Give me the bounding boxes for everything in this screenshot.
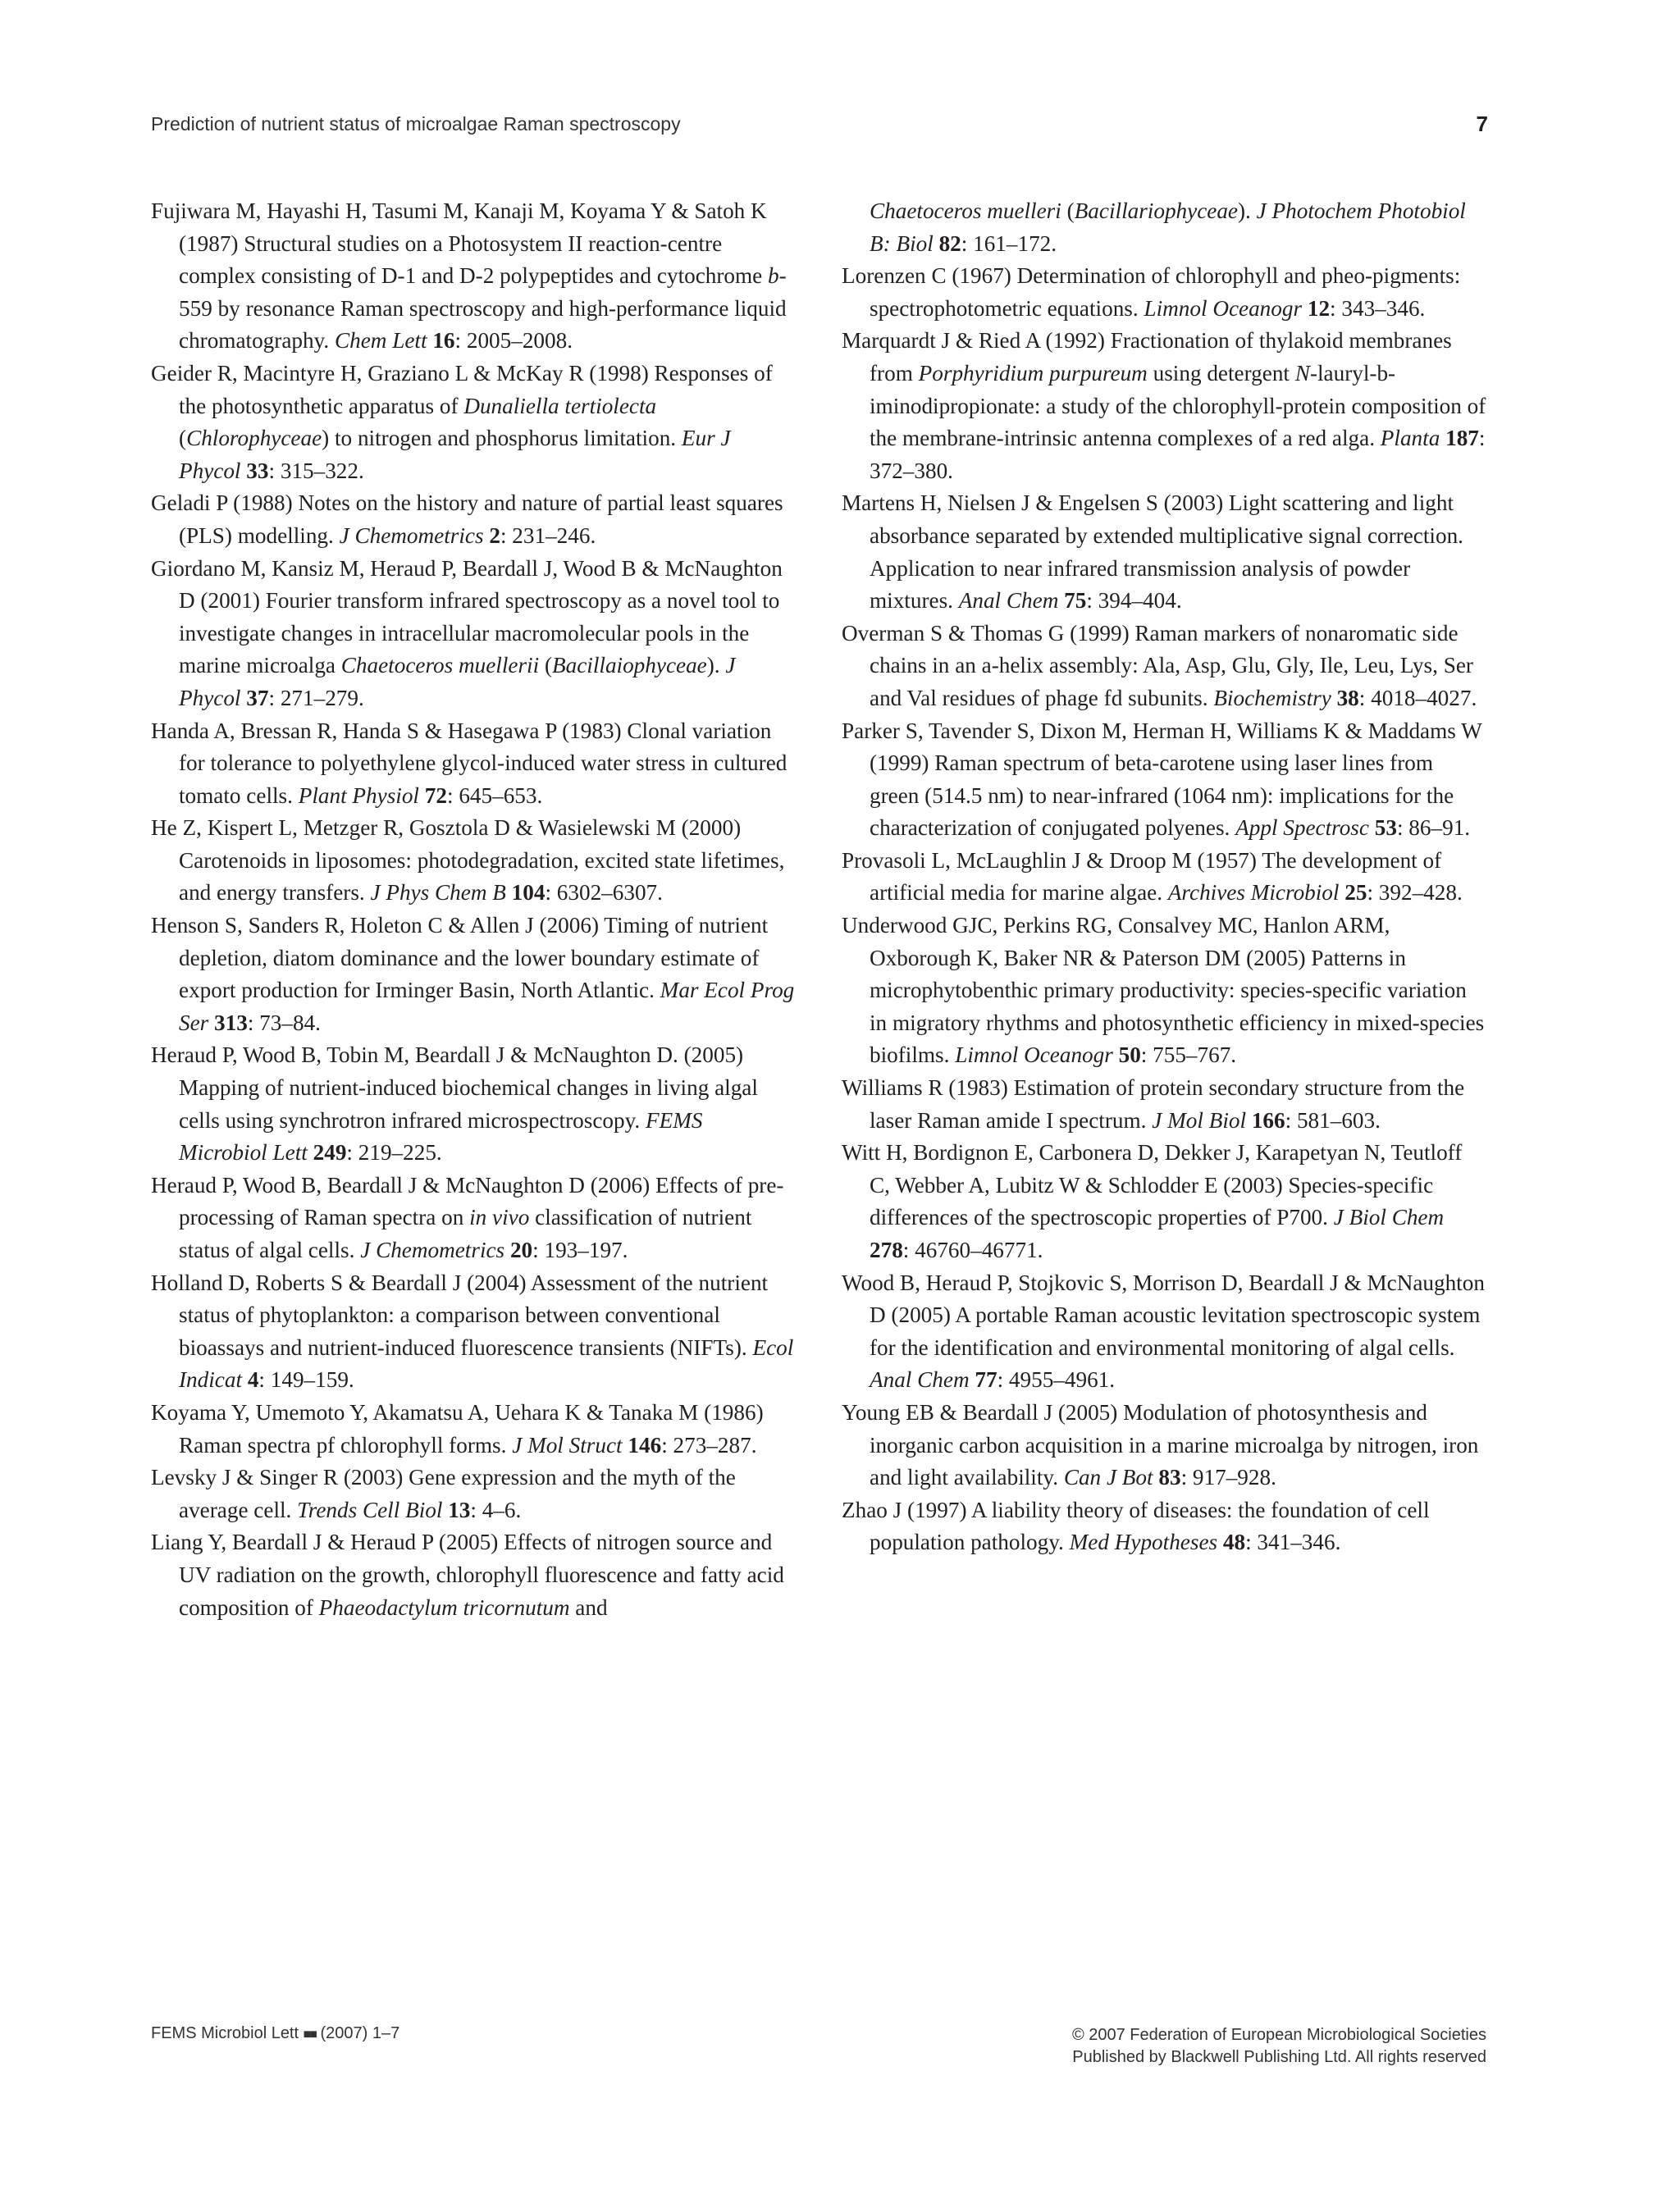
- volume-placeholder-mark: ■■: [303, 2028, 316, 2041]
- reference-item: Provasoli L, McLaughlin J & Droop M (1957) The development of artificial media for marine algae. Archives Microbiol 25: 392–428.: [842, 847, 1463, 906]
- reference-item: Geider R, Macintyre H, Graziano L & McKay R (1998) Responses of the photosynthetic apparatus of Dunaliella tertiolecta (Chlorophyceae) to nitrogen and phosphorus limitation. Eur J Phycol 33: 315–322.: [151, 360, 773, 483]
- reference-item: Heraud P, Wood B, Beardall J & McNaughton D (2006) Effects of pre-processing of Raman spectra on in vivo classification of nutrient status of algal cells. J Chemometrics 20: 193–197.: [151, 1172, 784, 1262]
- reference-item: Liang Y, Beardall J & Heraud P (2005) Effects of nitrogen source and UV radiation on the growth, chlorophyll fluorescence and fatty acid composition of Phaeodactylum tricornutum and: [151, 1530, 784, 1620]
- reference-item: Underwood GJC, Perkins RG, Consalvey MC, Hanlon ARM, Oxborough K, Baker NR & Paterson DM (2005) Patterns in microphytobenthic primary productivity: species-specific variation in migratory rhythms and photosynthetic efficiency in mixed-species biofilms. Limnol Oceanogr 50: 755–767.: [842, 913, 1485, 1068]
- copyright-line: © 2007 Federation of European Microbiological Societies: [1071, 2026, 1486, 2044]
- reference-item: Heraud P, Wood B, Tobin M, Beardall J & McNaughton D. (2005) Mapping of nutrient-induced biochemical changes in living algal cells using synchrotron infrared microspectroscopy. FEMS Microbiol Lett 249: 219–225.: [151, 1042, 758, 1166]
- reference-item: He Z, Kispert L, Metzger R, Gosztola D & Wasielewski M (2000) Carotenoids in liposomes: photodegradation, excited state lifetimes, and energy transfers. J Phys Chem B 104: 6302–6307.: [151, 815, 785, 906]
- reference-item: Levsky J & Singer R (2003) Gene expression and the myth of the average cell. Trends Cell Biol 13: 4–6.: [151, 1465, 736, 1522]
- reference-item: Marquardt J & Ried A (1992) Fractionation of thylakoid membranes from Porphyridium purpureum using detergent N-lauryl-b-iminodipropionate: a study of the chlorophyll-protein composition of the membrane-intrinsic antenna complexes of a red alga. Planta 187: 372–380.: [842, 328, 1486, 483]
- reference-item-continued: Chaetoceros muelleri (Bacillariophyceae). J Photochem Photobiol B: Biol 82: 161–172.: [870, 198, 1466, 256]
- publisher-line: Published by Blackwell Publishing Ltd. All rights reserved: [1072, 2048, 1486, 2066]
- reference-item: Wood B, Heraud P, Stojkovic S, Morrison D, Beardall J & McNaughton D (2005) A portable Raman acoustic levitation spectroscopic system for the identification and environmental monitoring of algal cells. Anal Chem 77: 4955–4961.: [842, 1270, 1485, 1393]
- reference-item: Parker S, Tavender S, Dixon M, Herman H, Williams K & Maddams W (1999) Raman spectrum of beta-carotene using laser lines from green (514.5 nm) to near-infrared (1064 nm): implications for the characterization of conjugated polyenes. Appl Spectrosc 53: 86–91.: [842, 718, 1482, 841]
- references-right-column: [842, 195, 1486, 1559]
- reference-item: Holland D, Roberts S & Beardall J (2004) Assessment of the nutrient status of phytoplankton: a comparison between conventional bioassays and nutrient-induced fluorescence transients (NIFTs). Ecol Indicat 4: 149–159.: [151, 1270, 794, 1393]
- reference-item: Overman S & Thomas G (1999) Raman markers of nonaromatic side chains in an a-helix assembly: Ala, Asp, Glu, Gly, Ile, Leu, Lys, Ser and Val residues of phage fd subunits. Biochemistry 38: 4018–4027.: [842, 620, 1477, 710]
- reference-item: Lorenzen C (1967) Determination of chlorophyll and pheo-pigments: spectrophotometric equations. Limnol Oceanogr 12: 343–346.: [842, 263, 1461, 321]
- reference-item: Giordano M, Kansiz M, Heraud P, Beardall J, Wood B & McNaughton D (2001) Fourier transform infrared spectroscopy as a novel tool to investigate changes in intracellular macromolecular pools in the marine microalga Chaetoceros muellerii (Bacillaiophyceae). J Phycol 37: 271–279.: [151, 555, 783, 710]
- reference-item: Henson S, Sanders R, Holeton C & Allen J (2006) Timing of nutrient depletion, diatom dominance and the lower boundary estimate of export production for Irminger Basin, North Atlantic. Mar Ecol Prog Ser 313: 73–84.: [151, 913, 795, 1035]
- page-number: 7: [1476, 112, 1488, 136]
- reference-item: Koyama Y, Umemoto Y, Akamatsu A, Uehara K & Tanaka M (1986) Raman spectra pf chlorophyll forms. J Mol Struct 146: 273–287.: [151, 1399, 764, 1458]
- references-left-column: [151, 195, 796, 1624]
- running-header: [151, 113, 1488, 135]
- footer-citation: FEMS Microbiol Lett ■■ (2007) 1–7: [151, 2024, 400, 2042]
- reference-item: Zhao J (1997) A liability theory of diseases: the foundation of cell population pathology. Med Hypotheses 48: 341–346.: [842, 1497, 1430, 1555]
- reference-item: Williams R (1983) Estimation of protein secondary structure from the laser Raman amide I spectrum. J Mol Biol 166: 581–603.: [842, 1075, 1465, 1133]
- reference-item: Young EB & Beardall J (2005) Modulation of photosynthesis and inorganic carbon acquisition in a marine microalga by nitrogen, iron and light availability. Can J Bot 83: 917–928.: [842, 1399, 1479, 1490]
- reference-item: Witt H, Bordignon E, Carbonera D, Dekker J, Karapetyan N, Teutloff C, Webber A, Lubitz W & Schlodder E (2003) Species-specific differences of the spectroscopic properties of P700. J Biol Chem 278: 46760–46771.: [842, 1140, 1463, 1262]
- reference-item: Geladi P (1988) Notes on the history and nature of partial least squares (PLS) modelling. J Chemometrics 2: 231–246.: [151, 490, 783, 548]
- reference-item: Martens H, Nielsen J & Engelsen S (2003) Light scattering and light absorbance separated by extended multiplicative signal correction. Application to near infrared transmission analysis of powder mixtures. Anal Chem 75: 394–404.: [842, 490, 1463, 614]
- reference-item: Fujiwara M, Hayashi H, Tasumi M, Kanaji M, Koyama Y & Satoh K (1987) Structural studies on a Photosystem II reaction-centre complex consisting of D-1 and D-2 polypeptides and cytochrome b-559 by resonance Raman spectroscopy and high-performance liquid chromatography. Chem Lett 16: 2005–2008.: [151, 198, 787, 354]
- running-title: Prediction of nutrient status of microalgae Raman spectroscopy: [151, 113, 681, 135]
- footer-copyright: [1072, 2024, 1486, 2069]
- reference-item: Handa A, Bressan R, Handa S & Hasegawa P (1983) Clonal variation for tolerance to polyethylene glycol-induced water stress in cultured tomato cells. Plant Physiol 72: 645–653.: [151, 718, 788, 808]
